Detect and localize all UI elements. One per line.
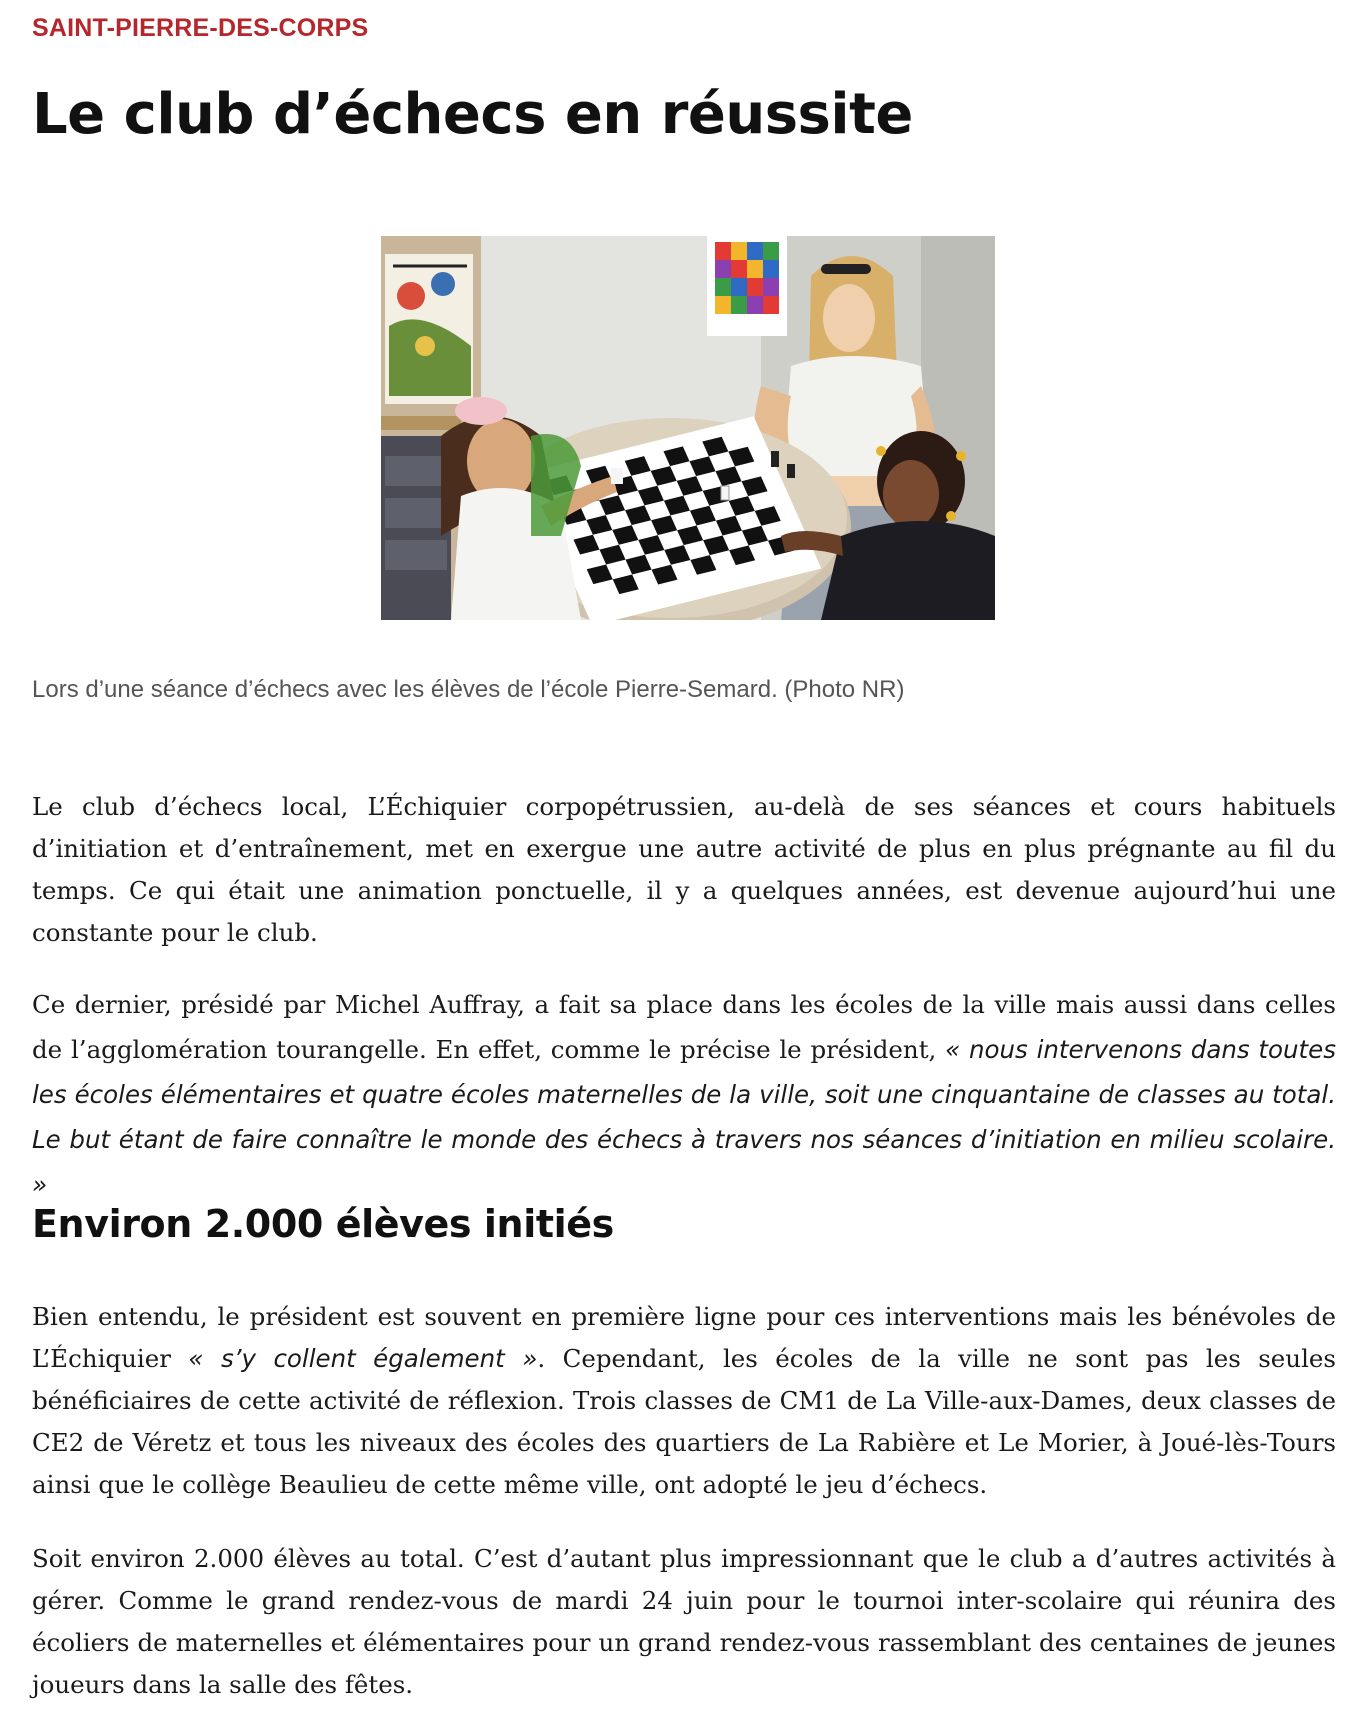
paragraph-text: . Cependant, les écoles de la ville ne sont pas les seules bénéficiaires de cette activité de réflexion. Trois classes de CM1 de La Ville-aux-Dames, deux classes de CE2 de Véretz et tous les niveaux des écoles des quartiers de La Rabière et Le Morier, à Joué-lès-Tours ainsi que le collège Beaulieu de cette même ville, ont adopté le jeu d’échecs.: [32, 1344, 1336, 1499]
article-subheading: Environ 2.000 élèves initiés: [32, 1202, 614, 1246]
article-paragraph: Soit environ 2.000 élèves au total. C’est d’autant plus impressionnant que le club a d’autres activités à gérer. Comme le grand rendez-vous de mardi 24 juin pour le tournoi inter-scolaire qui réunira des écoliers de maternelles et élémentaires pour un grand rendez-vous rassemblant des centaines de jeunes joueurs dans la salle des fêtes.: [32, 1544, 1336, 1699]
paragraph-text: Ce dernier, présidé par Michel Auffray, a fait sa place dans les écoles de la ville mais aussi dans celles de l’agglomération tourangelle. En effet, comme le précise le président,: [32, 990, 1336, 1064]
article-kicker[interactable]: SAINT-PIERRE-DES-CORPS: [32, 14, 369, 42]
president-quote: « nous intervenons dans toutes les écoles élémentaires et quatre écoles maternelles de la ville, soit une cinquantaine de classes au total. Le but étant de faire connaître le monde des échecs à travers nos séances d’initiation en milieu scolaire. »: [32, 1035, 1336, 1199]
article-paragraph: Le club d’échecs local, L’Échiquier corpopétrussien, au-delà de ses séances et cours habituels d’initiation et d’entraînement, met en exergue une autre activité de plus en plus prégnante au fil du temps. Ce qui était une animation ponctuelle, il y a quelques années, est devenue aujourd’hui une constante pour le club.: [32, 792, 1336, 947]
volunteer-quote: « s’y collent également »: [188, 1344, 538, 1373]
article-paragraph: [32, 1296, 1336, 1506]
photo-caption: Lors d’une séance d’échecs avec les élèves de l’école Pierre-Semard. (Photo NR): [32, 676, 905, 703]
article-headline: Le club d’échecs en réussite: [32, 82, 913, 147]
article-paragraph: [32, 982, 1336, 1207]
paragraph-text: Bien entendu, le président est souvent en première ligne pour ces interventions mais les bénévoles de L’Échiquier: [32, 1302, 1336, 1373]
chess-lesson-photo-icon: [381, 236, 995, 620]
article-photo: [381, 236, 995, 620]
